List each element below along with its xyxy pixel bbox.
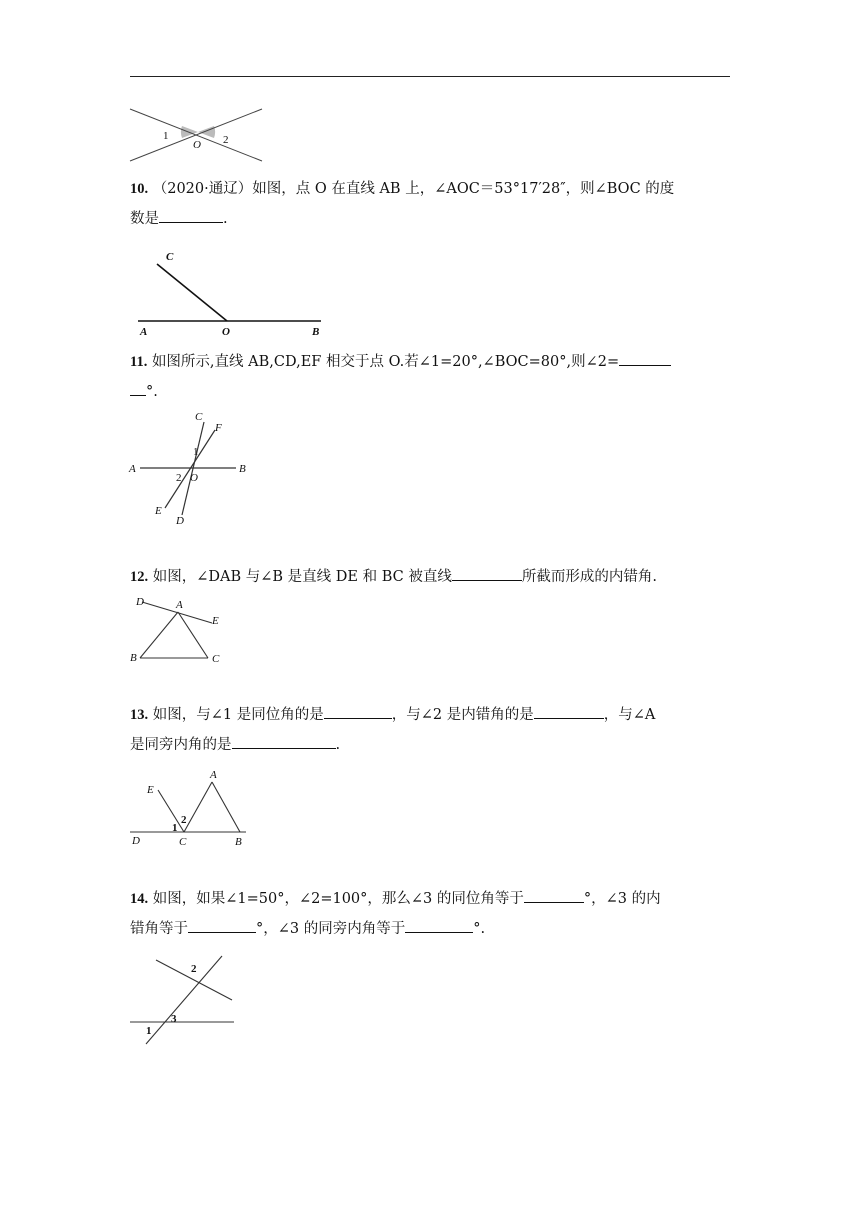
fig14-label: 2 [191, 963, 197, 975]
fig13-label: A [210, 769, 217, 781]
question-text: 所截而形成的内错角. [521, 569, 657, 585]
question-number: 14. [130, 891, 149, 907]
question-text: 如图所示,直线 AB,CD,EF 相交于点 O.若∠1=20°,∠BOC=80°,则∠2= [151, 354, 620, 370]
fig9-label: O [193, 139, 201, 151]
answer-blank[interactable] [232, 733, 336, 749]
question-text: （2020·通辽）如图，点 O 在直线 AB 上，∠AOC＝53°17′28″，则∠BOC 的度 [152, 181, 675, 197]
question-text: 如图，与∠1 是同位角的是 [152, 707, 324, 723]
figure-transversal-three-lines [128, 952, 248, 1048]
question-11 [130, 347, 732, 407]
fig14-label: 3 [171, 1013, 177, 1025]
answer-blank[interactable] [534, 703, 604, 719]
question-text: ，与∠A [603, 707, 656, 723]
fig13-label: D [132, 835, 140, 847]
answer-blank[interactable] [452, 565, 522, 581]
question-text: °，∠3 的同旁内角等于 [256, 921, 406, 937]
answer-blank[interactable] [159, 207, 223, 223]
question-text: 错角等于 [130, 921, 188, 937]
question-number: 13. [130, 707, 149, 723]
fig11-label: A [129, 463, 136, 475]
fig11-label: O [190, 472, 198, 484]
question-text: °. [473, 921, 486, 937]
fig11-label: D [176, 515, 184, 527]
question-text: 如图，∠DAB 与∠B 是直线 DE 和 BC 被直线 [152, 569, 452, 585]
fig12-label: D [136, 596, 144, 608]
question-14 [130, 884, 732, 944]
fig11-label: 2 [176, 472, 182, 484]
answer-blank-cont [130, 380, 146, 396]
question-text: °，∠3 的内 [583, 891, 661, 907]
fig13-label: B [235, 836, 242, 848]
answer-blank[interactable] [405, 917, 473, 933]
fig9-label: 1 [163, 130, 169, 142]
fig9-label: 2 [223, 134, 229, 146]
question-text: . [335, 737, 341, 753]
fig13-label: E [147, 784, 154, 796]
question-number: 11. [130, 354, 148, 370]
question-number: 10. [130, 181, 149, 197]
fig11-label: F [215, 422, 222, 434]
fig13-label: C [179, 836, 187, 848]
fig13-label: 2 [181, 814, 187, 826]
fig11-label: B [239, 463, 246, 475]
fig14-label: 1 [146, 1025, 152, 1037]
question-text: 是同旁内角的是 [130, 737, 232, 753]
question-text: °. [146, 384, 158, 400]
answer-blank[interactable] [524, 887, 584, 903]
question-text: . [223, 211, 228, 227]
fig11-label: E [155, 505, 162, 517]
question-13 [130, 700, 732, 760]
fig10-label: B [312, 326, 320, 338]
fig10-label: A [140, 326, 148, 338]
answer-blank[interactable] [619, 350, 671, 366]
answer-blank[interactable] [188, 917, 256, 933]
fig10-label: C [166, 251, 174, 263]
fig12-label: E [212, 615, 219, 627]
answer-blank[interactable] [324, 703, 392, 719]
figure-three-lines [128, 408, 268, 530]
fig13-label: 1 [172, 822, 178, 834]
fig11-label: 1 [193, 446, 199, 458]
question-text: 数是 [130, 211, 159, 227]
question-text: 如图，如果∠1=50°，∠2=100°，那么∠3 的同位角等于 [152, 891, 524, 907]
fig12-label: A [176, 599, 183, 611]
figure-intersecting-lines [128, 106, 268, 166]
question-10 [130, 174, 732, 234]
question-12 [130, 562, 732, 592]
question-text: ，与∠2 是内错角的是 [391, 707, 534, 723]
header-rule [130, 76, 730, 77]
figure-ray-oc [136, 248, 336, 340]
question-number: 12. [130, 569, 149, 585]
fig12-label: C [212, 653, 220, 665]
fig10-label: O [222, 326, 230, 338]
fig11-label: C [195, 411, 203, 423]
figure-angles-eacdb [128, 766, 258, 848]
figure-triangle-transversal [128, 596, 238, 668]
fig12-label: B [130, 652, 137, 664]
